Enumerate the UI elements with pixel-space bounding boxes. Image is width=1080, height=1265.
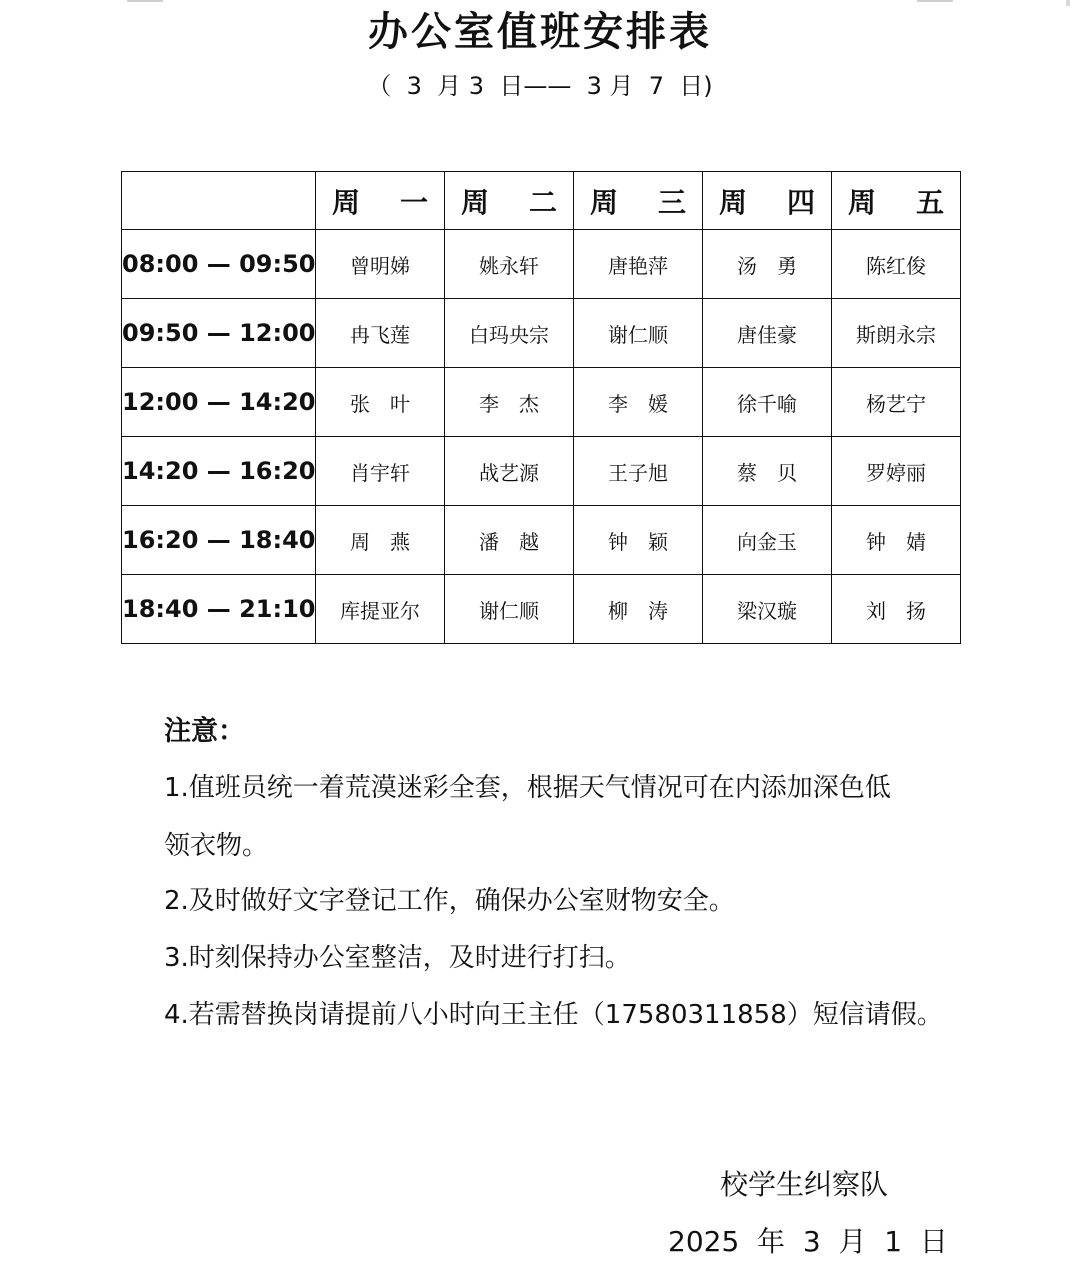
- duty-name-cell: 钟 颖: [574, 506, 703, 575]
- document-title: 办公室值班安排表: [368, 9, 712, 55]
- duty-name-cell: 唐艳萍: [574, 230, 703, 299]
- duty-name-cell: 姚永轩: [445, 230, 574, 299]
- table-row: [122, 230, 961, 299]
- duty-name-cell: 张 叶: [316, 368, 445, 437]
- duty-name-cell: 徐千喻: [703, 368, 832, 437]
- duty-name-cell: 李 杰: [445, 368, 574, 437]
- duty-name-cell: 唐佳豪: [703, 299, 832, 368]
- duty-name-cell: 谢仁顺: [445, 575, 574, 644]
- duty-name-cell: 柳 涛: [574, 575, 703, 644]
- duty-name-cell: 李 媛: [574, 368, 703, 437]
- duty-name-cell: 库提亚尔: [316, 575, 445, 644]
- note-item-3: 3.时刻保持办公室整洁，及时进行打扫。: [164, 943, 631, 973]
- duty-name-cell: 肖宇轩: [316, 437, 445, 506]
- note-item-4: 4.若需替换岗请提前八小时向王主任（17580311858）短信请假。: [164, 1000, 943, 1030]
- duty-name-cell: 王子旭: [574, 437, 703, 506]
- duty-name-cell: 汤 勇: [703, 230, 832, 299]
- duty-name-cell: 刘 扬: [832, 575, 961, 644]
- page-corner-mark-right: [917, 0, 953, 2]
- table-row: [122, 299, 961, 368]
- header-monday: 周 一: [316, 172, 445, 230]
- duty-name-cell: 冉飞莲: [316, 299, 445, 368]
- duty-name-cell: 战艺源: [445, 437, 574, 506]
- time-slot-cell: 18:40 — 21:10: [122, 575, 316, 644]
- duty-name-cell: 周 燕: [316, 506, 445, 575]
- table-row: [122, 368, 961, 437]
- note-item-1: 1.值班员统一着荒漠迷彩全套，根据天气情况可在内添加深色低: [164, 773, 891, 803]
- duty-name-cell: 曾明娣: [316, 230, 445, 299]
- table-header-row: [122, 172, 961, 230]
- duty-schedule-table: [121, 171, 961, 644]
- note-item-1-continued: 领衣物。: [164, 831, 269, 861]
- header-thursday: 周 四: [703, 172, 832, 230]
- notes-heading: 注意：: [164, 716, 245, 747]
- table-row: [122, 437, 961, 506]
- page-corner-mark-left: [127, 0, 163, 2]
- duty-name-cell: 杨艺宁: [832, 368, 961, 437]
- header-wednesday: 周 三: [574, 172, 703, 230]
- duty-name-cell: 谢仁顺: [574, 299, 703, 368]
- signature-organization: 校学生纠察队: [720, 1168, 889, 1201]
- duty-name-cell: 蔡 贝: [703, 437, 832, 506]
- time-slot-cell: 14:20 — 16:20: [122, 437, 316, 506]
- duty-name-cell: 向金玉: [703, 506, 832, 575]
- note-item-2: 2.及时做好文字登记工作，确保办公室财物安全。: [164, 886, 735, 916]
- signature-date: 2025 年 3 月 1 日: [668, 1225, 948, 1258]
- table-row: [122, 506, 961, 575]
- time-slot-cell: 12:00 — 14:20: [122, 368, 316, 437]
- duty-name-cell: 梁汉璇: [703, 575, 832, 644]
- time-slot-cell: 16:20 — 18:40: [122, 506, 316, 575]
- duty-name-cell: 钟 婧: [832, 506, 961, 575]
- duty-name-cell: 斯朗永宗: [832, 299, 961, 368]
- duty-name-cell: 白玛央宗: [445, 299, 574, 368]
- table-row: [122, 575, 961, 644]
- header-tuesday: 周 二: [445, 172, 574, 230]
- duty-name-cell: 罗婷丽: [832, 437, 961, 506]
- duty-name-cell: 陈红俊: [832, 230, 961, 299]
- header-corner-cell: [122, 172, 316, 230]
- header-friday: 周 五: [832, 172, 961, 230]
- time-slot-cell: 09:50 — 12:00: [122, 299, 316, 368]
- duty-name-cell: 潘 越: [445, 506, 574, 575]
- date-range-subtitle: （ 3 月 3 日—— 3 月 7 日): [367, 72, 713, 100]
- time-slot-cell: 08:00 — 09:50: [122, 230, 316, 299]
